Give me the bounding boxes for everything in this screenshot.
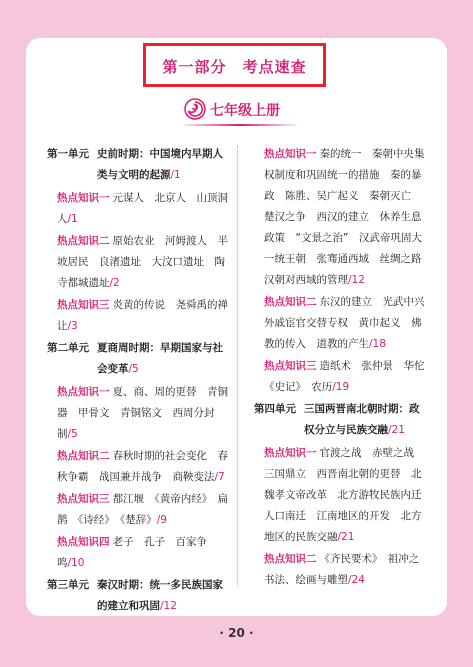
grade-underline <box>184 124 296 126</box>
page-ref: /2 <box>109 277 120 289</box>
page-number: · 20 · <box>219 626 254 640</box>
knowledge-point[interactable] <box>254 549 428 591</box>
left-column <box>47 144 231 619</box>
page-ref: /24 <box>348 574 365 586</box>
page-ref: /3 <box>67 320 78 332</box>
knowledge-point[interactable] <box>254 292 435 355</box>
knowledge-point-label: 热点知识一 <box>264 148 317 160</box>
unit-title <box>97 575 231 617</box>
knowledge-point-text: 原始农业 河姆渡人 半坡居民 良渚遗址 大汶口遗址 陶寺都城遗址 <box>57 235 228 289</box>
page-ref: /18 <box>369 338 386 350</box>
knowledge-point-label: 热点知识三 <box>57 493 110 505</box>
unit-entry[interactable] <box>254 399 428 441</box>
column-divider <box>237 146 238 586</box>
page-ref: /12 <box>348 274 365 286</box>
knowledge-point[interactable] <box>47 382 231 445</box>
knowledge-point-label: 热点知识二 <box>264 296 317 308</box>
unit-number: 第二单元 <box>47 342 89 354</box>
knowledge-point[interactable] <box>47 532 231 574</box>
unit-entry[interactable] <box>47 338 231 380</box>
knowledge-point-text: 夏、商、周的更替 青铜器 甲骨文 青铜铭文 西周分封制 <box>57 386 228 440</box>
unit-number: 第四单元 <box>254 403 296 415</box>
knowledge-point-label: 热点知识一 <box>57 386 110 398</box>
grade-heading <box>184 96 294 122</box>
page-ref: /19 <box>332 381 350 393</box>
knowledge-point-label: 热点知识二 <box>57 235 110 247</box>
right-column <box>254 144 435 592</box>
knowledge-point[interactable] <box>47 188 231 230</box>
page-ref: /12 <box>160 600 177 612</box>
knowledge-point-text: 春秋时期的社会变化 春秋争霸 战国兼并战争 商鞅变法 <box>57 450 228 483</box>
knowledge-point[interactable] <box>47 295 231 337</box>
unit-entry[interactable] <box>47 575 231 617</box>
unit-number: 第三单元 <box>47 579 89 591</box>
knowledge-point-text: 《齐民要术》 祖冲之 书法、绘画与雕塑 <box>264 553 430 586</box>
unit-title-text: 三国两晋南北朝时期：政权分立与民族交融 <box>304 403 420 436</box>
unit-title-text: 史前时期：中国境内早期人类与文明的起源 <box>97 148 223 181</box>
knowledge-point-label: 热点知识二 <box>57 450 110 462</box>
page-ref: /21 <box>337 531 355 543</box>
page-ref: /1 <box>170 169 181 181</box>
unit-title <box>97 338 231 380</box>
page-ref: /9 <box>156 514 167 526</box>
page-ref: /5 <box>67 428 78 440</box>
page-ref: /5 <box>128 363 139 375</box>
knowledge-point[interactable] <box>47 446 231 488</box>
unit-title <box>97 144 231 186</box>
unit-number: 第一单元 <box>47 148 89 160</box>
knowledge-point[interactable] <box>254 144 432 291</box>
unit-title-text: 秦汉时期：统一多民族国家的建立和巩固 <box>97 579 223 612</box>
knowledge-point-text: 元谋人 北京人 山顶洞人 <box>57 192 228 225</box>
swirl-icon <box>184 98 206 120</box>
section-title: 第一部分 考点速查 <box>162 58 307 76</box>
knowledge-point-label: 热点知识一 <box>57 192 110 204</box>
knowledge-point-label: 热点知识三 <box>57 299 110 311</box>
page-ref: /1 <box>67 213 78 225</box>
grade-label: 七年级上册 <box>210 103 280 119</box>
page-ref: /21 <box>388 424 405 436</box>
knowledge-point-label: 热点知识二 <box>264 553 317 565</box>
knowledge-point[interactable] <box>254 356 435 398</box>
knowledge-point-label: 热点知识三 <box>264 360 317 372</box>
unit-entry[interactable] <box>47 144 231 186</box>
knowledge-point-text: 秦的统一 秦朝中央集权制度和巩固统一的措施 秦的暴政 陈胜、吴广起义 秦朝灭亡 楚汉之争 西汉的建立 休养生息政策 “文景之治” 汉武帝巩固大一统王朝 张骞通西域 丝绸之路 汉朝对西域的管理 <box>264 148 432 286</box>
page-ref: /10 <box>67 557 85 569</box>
unit-title-text: 夏商周时期：早期国家与社会变革 <box>97 342 223 375</box>
unit-title <box>304 399 428 441</box>
knowledge-point-text: 东汉的建立 光武中兴 外戚宦官交替专权 黄巾起义 佛教的传入 道教的产生 <box>264 296 435 350</box>
knowledge-point[interactable] <box>254 443 432 548</box>
knowledge-point-text: 都江堰 《黄帝内经》 扁鹊 《诗经》 《楚辞》 <box>57 493 228 526</box>
knowledge-point-text: 造纸术 张仲景 华佗 《史记》 农历 <box>264 360 435 393</box>
knowledge-point[interactable] <box>47 489 231 531</box>
knowledge-point-text: 老子 孔子 百家争鸣 <box>57 536 207 569</box>
section-title-box <box>143 43 326 87</box>
knowledge-point-text: 官渡之战 赤壁之战 三国鼎立 西晋南北朝的更替 北魏孝文帝改革 北方游牧民族内迁 人口南迁 江南地区的开发 北方地区的民族交融 <box>264 447 432 543</box>
knowledge-point-label: 热点知识四 <box>57 536 110 548</box>
knowledge-point-label: 热点知识一 <box>264 447 317 459</box>
knowledge-point[interactable] <box>47 231 231 294</box>
knowledge-point-text: 炎黄的传说 尧舜禹的禅让 <box>57 299 228 332</box>
page-ref: /7 <box>214 471 225 483</box>
